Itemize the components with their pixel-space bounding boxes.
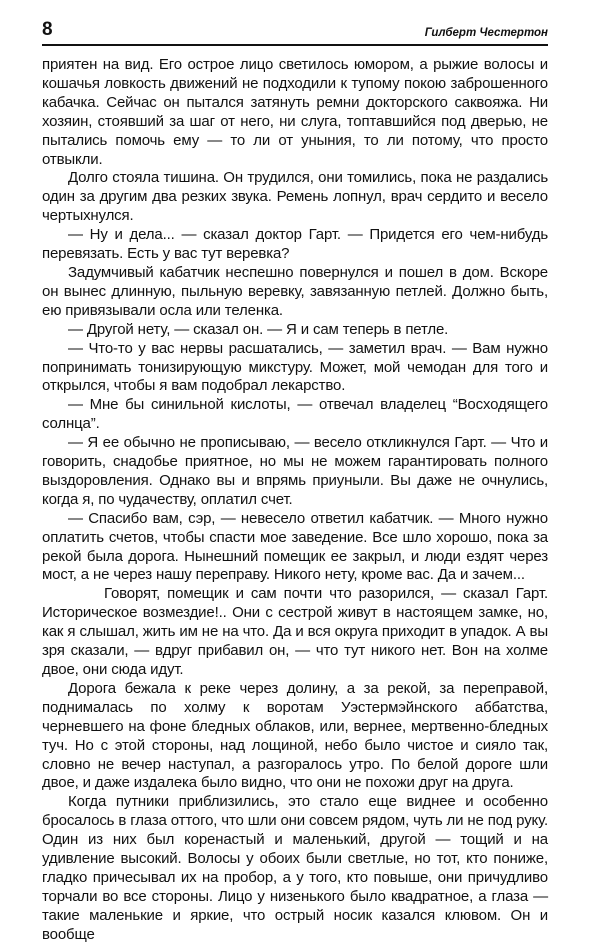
book-page	[42, 20, 548, 945]
paragraph: — Мне бы синильной кислоты, — отвечал владелец “Восходящего солнца”.	[42, 396, 548, 433]
header-rule	[42, 44, 548, 46]
paragraph: — Что-то у вас нервы расшатались, — заметил врач. — Вам нужно попринимать тонизирующую микстуру. Может, мой чемодан для того и открылся, чтобы я вам подобрал лекарство.	[42, 339, 548, 395]
paragraph: Когда путники приблизились, это стало еще виднее и особенно бросалось в глаза оттого, что шли они совсем рядом, чуть ли не под руку. Один из них был коренастый и маленький, другой — тощий и на удивление высокий. Волосы у обоих были светлые, но тот, кто пониже, гладко причесывал их на пробор, а у того, кто повыше, они причудливо торчали во все стороны. Лицо у низенького было квадратное, а глаза — такие маленькие и яркие, что острый носик казался клювом. Он и вообще	[42, 793, 548, 943]
paragraph: Говорят, помещик и сам почти что разорился, — сказал Гарт. Историческое возмездие!.. Они с сестрой живут в настоящем замке, но, как я слышал, жить им не на что. Да и вся округа приходит в упадок. А вы зря сказали, — вдруг прибавил он, — что тут никого нет. Вон на холме двое, они сюда идут.	[42, 585, 548, 678]
paragraph: приятен на вид. Его острое лицо светилось юмором, а рыжие волосы и кошачья ловкость движений не подходили к тупому покою заброшенного кабачка. Сейчас он пытался затянуть ремни докторского саквояжа. Ни хозяин, стоявший за шаг от него, ни слуга, топтавшийся под дверью, не пытались помочь ему — то ли от уныния, то ли потому, что просто отвыкли.	[42, 56, 548, 168]
running-head-author: Гилберт Честертон	[424, 27, 548, 39]
page-header	[42, 20, 548, 40]
paragraph: Задумчивый кабатчик неспешно повернулся и пошел в дом. Вскоре он вынес длинную, пыльную веревку, завязанную петлей. Должно быть, ею привязывали осла или теленка.	[42, 263, 548, 319]
paragraph: — Другой нету, — сказал он. — Я и сам теперь в петле.	[68, 320, 449, 338]
paragraph: Долго стояла тишина. Он трудился, они томились, пока не раздались один за другим два резких звука. Ремень лопнул, врач сердито и весело чертыхнулся.	[42, 169, 548, 225]
paragraph: — Ну и дела... — сказал доктор Гарт. — Придется его чем-нибудь перевязать. Есть у вас тут веревка?	[42, 226, 548, 263]
paragraph: — Спасибо вам, сэр, — невесело ответил кабатчик. — Много нужно оплатить счетов, чтобы спасти мое заведение. Все шло хорошо, пока за рекой была дорога. Нынешний помещик ее закрыл, и люди ездят через мост, а не через нашу переправу. Никого нету, кроме вас. Да и зачем...	[42, 509, 548, 584]
paragraph: — Я ее обычно не прописываю, — весело откликнулся Гарт. — Что и говорить, снадобье приятное, но мы не можем гарантировать полного выздоровления. Однако вы и впрямь приуныли. Вы даже не очнулись, когда я, по чудачеству, оплатил счет.	[42, 434, 548, 508]
paragraph: Дорога бежала к реке через долину, а за рекой, за переправой, поднималась по холму к воротам Уэстермэйнского аббатства, черневшего на фоне бледных облаков, или, вернее, мертвенно-бледных туч. Но с этой стороны, над лощиной, небо было чистое и сияло так, словно не вечер наступал, а разгоралось утро. По белой дороге шли двое, и даже издалека было видно, что они не похожи друг на друга.	[42, 679, 548, 792]
page-number: 8	[42, 19, 53, 40]
body-text	[42, 56, 548, 945]
